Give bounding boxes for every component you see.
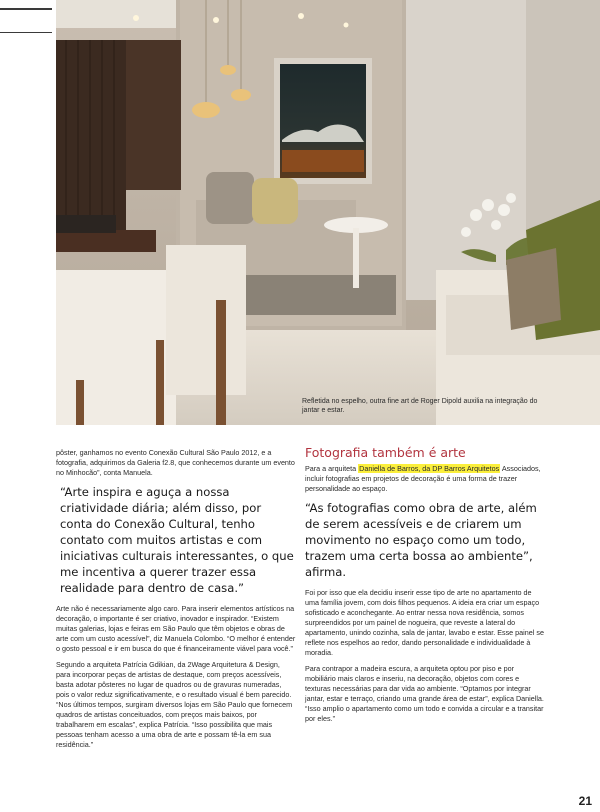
- left-paragraph-1: Arte não é necessariamente algo caro. Para inserir elementos artísticos na decoração, o importante é ser criativo, inovador e inspirador. “Existem muitas galerias, lojas e feiras em São Paulo que têm objetos e obras de arte com um custo acessível”, diz Manuela Colombo. “O melhor é entender o gosto pessoal e ir em busca do que é financeiramente viável para você.”: [56, 604, 296, 653]
- section-title: Fotografia também é arte: [305, 445, 466, 460]
- highlighted-name: Daniella de Barros, da DP Barros Arquitetos: [359, 464, 500, 473]
- left-intro: pôster, ganhamos no evento Conexão Cultural São Paulo 2012, e a fotografia, adquirimos da Galeria f2.8, que conhecemos durante um evento no Minhocão”, conta Manuela.: [56, 448, 295, 477]
- right-paragraph-3: Para contrapor a madeira escura, a arquiteta optou por piso e por mobiliário mais claros e inseriu, na decoração, objetos com cores e texturas necessárias para dar vida ao ambiente. “Optamos por integrar jantar, estar e terraço, criando uma grande área de estar”, explica Daniella. “Isso amplio o apartamento como um todo e convida a circular e a transitar por eles.”: [305, 664, 544, 723]
- header-rule-bottom: [0, 32, 52, 33]
- right-paragraph-1-prefix: Para a arquiteta: [305, 464, 359, 473]
- left-column: [56, 448, 296, 756]
- right-column: [305, 445, 545, 730]
- right-paragraph-1-suffix: Associados, incluir fotografias em projetos de decoração é uma forma de trazer personalidade ao espaço.: [305, 464, 541, 493]
- interior-photo: [56, 0, 600, 425]
- interior-photo-illustration: [56, 0, 600, 425]
- photo-caption: Refletida no espelho, outra fine art de Roger Dipold auxilia na integração do jantar e estar.: [302, 398, 538, 414]
- right-paragraph-2: Foi por isso que ela decidiu inserir esse tipo de arte no apartamento de uma família jovem, com dois filhos pequenos. A ideia era criar um espaço sofisticado e aconchegante. Ao entrar nessa nova residência, somos surpreendidos por um painel de nogueira, que reveste a lateral do apartamento, unindo cozinha, sala de jantar, lavabo e estar. Esse painel se reflete nos espelhos ao redor, dando personalidade e individualidade à moradia.: [305, 588, 544, 657]
- header-rule-top: [0, 8, 52, 10]
- right-pull-quote: “As fotografias como obra de arte, além de serem acessíveis e de criarem um movimento no espaço como um todo, trazem uma certa bossa ao ambiente”, afirma.: [305, 501, 537, 579]
- right-paragraph-1: [305, 464, 545, 494]
- left-pull-quote: “Arte inspira e aguça a nossa criatividade diária; além disso, por conta do Conexão Cultural, tenho contato com muitos artistas e com iniciativas culturais interessantes, o que me incentiva a querer trazer essa realidade para dentro de casa.”: [60, 485, 294, 595]
- page-number: 21: [578, 794, 592, 808]
- left-paragraph-2: Segundo a arquiteta Patrícia Gdikian, da 2Wage Arquitetura & Design, para incorporar peças de artistas de destaque, com preços acessíveis, basta adotar pôsteres no lugar de quadros ou de gravuras numeradas, pois o valor reduz significativamente, e o resultado visual é bem parecido. “Nos últimos tempos, surgiram diversos lojas em São Paulo que fornecem quadros de artistas conceituados, com preços mais baixos, por trabalharem em escalas”, explica Patrícia. “Isso possibilita que mais pessoas tenham acesso a uma obra de arte e possam tê-la em sua residência.”: [56, 660, 293, 749]
